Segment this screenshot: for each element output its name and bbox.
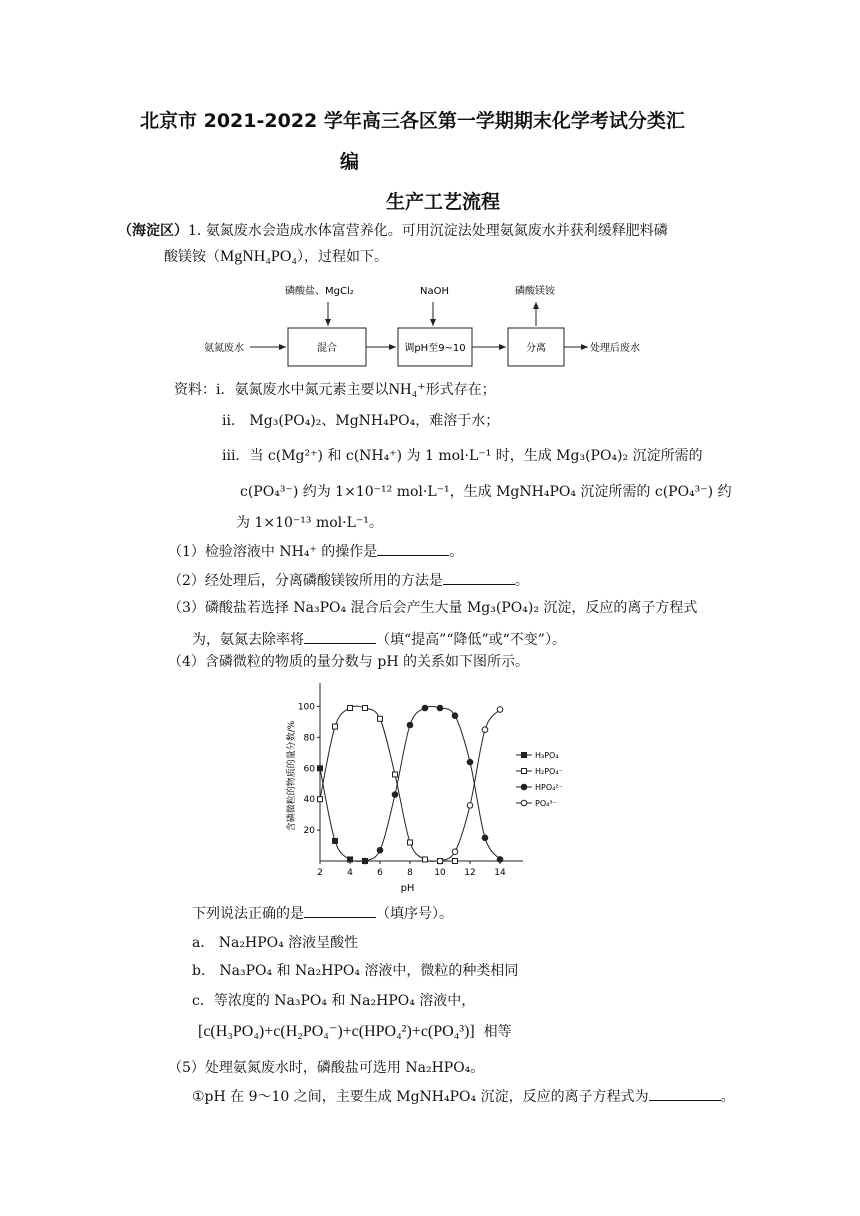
data-point <box>318 766 323 771</box>
x-tick-label: 4 <box>347 868 353 878</box>
data-point <box>392 792 398 798</box>
data-point <box>437 705 443 711</box>
data-point <box>377 847 383 853</box>
subq-3-line2 <box>192 630 566 650</box>
x-tick-label: 14 <box>494 868 506 878</box>
subq-1-end: 。 <box>449 544 464 560</box>
question-intro-line1 <box>118 221 668 241</box>
data-point <box>497 707 503 713</box>
data-point <box>452 849 458 855</box>
flow-input-phosphate-mgcl2: 磷酸盐、MgCl₂ <box>285 286 354 297</box>
x-tick-label: 2 <box>317 868 323 878</box>
flow-box-adjust-ph-label: 调pH至9~10 <box>404 343 466 354</box>
intro-text-2b: ），过程如下。 <box>296 249 388 265</box>
info-ii-text: Mg₃(PO₄)₂、MgNH₄PO₄，难溶于水； <box>249 413 500 429</box>
option-c-formula: [c(H₃PO₄)+c(H₂PO₄⁻)+c(HPO₄²)+c(PO₄³)] <box>198 1023 475 1040</box>
info-ii-prefix: ii． <box>222 413 245 429</box>
series-line <box>320 706 455 861</box>
legend-label: HPO₄²⁻ <box>535 783 563 792</box>
info-iii-prefix: iii． <box>222 448 250 464</box>
option-c: c．等浓度的 Na₃PO₄ 和 Na₂HPO₄ 溶液中， <box>192 993 476 1009</box>
section-title: 生产工艺流程 <box>386 191 501 213</box>
answer-blank-2[interactable] <box>443 572 515 585</box>
intro-text-2a: 酸镁铵（ <box>164 249 220 265</box>
subq-2 <box>168 571 529 591</box>
subq-3-line1: （3）磷酸盐若选择 Na₃PO₄ 混合后会产生大量 Mg₃(PO₄)₂ 沉淀，反应的离子方程式 <box>168 600 698 616</box>
data-point <box>482 727 488 733</box>
flow-box-separate-label: 分离 <box>526 343 546 354</box>
x-axis-label: pH <box>400 883 415 894</box>
option-c-equation <box>198 1022 512 1042</box>
intro-formula: MgNH₄PO₄ <box>220 248 297 265</box>
y-tick-label: 40 <box>303 795 315 806</box>
info-i-tail: 形式存在； <box>425 382 496 398</box>
subq-4-ask-end: （填序号）。 <box>376 906 453 922</box>
option-c-tail: 相等 <box>483 1024 512 1040</box>
data-point <box>482 835 488 841</box>
legend-marker <box>522 753 527 758</box>
info-iii-line1 <box>222 446 703 466</box>
flow-box-mix-label: 混合 <box>317 343 337 354</box>
page-title-line2: 编 <box>340 151 360 173</box>
data-point <box>333 838 338 843</box>
data-point <box>422 705 428 711</box>
info-iii-text1: 当 c(Mg²⁺) 和 c(NH₄⁺) 为 1 mol·L⁻¹ 时，生成 Mg₃(PO₄)₂ 沉淀所需的 <box>249 448 703 464</box>
data-point <box>393 772 398 777</box>
x-tick-label: 10 <box>434 868 446 878</box>
question-number: 1. <box>188 223 202 239</box>
data-point <box>497 857 503 863</box>
answer-blank-5[interactable] <box>649 1088 721 1101</box>
subq-5-1-end: 。 <box>720 1089 735 1105</box>
option-a: a． Na₂HPO₄ 溶液呈酸性 <box>192 935 359 951</box>
info-ii <box>222 411 499 431</box>
answer-blank-4[interactable] <box>304 905 376 918</box>
flow-input-naoh: NaOH <box>420 286 449 297</box>
flow-right-label: 处理后废水 <box>590 343 640 354</box>
data-point <box>363 706 368 711</box>
subq-3-end: （填“提高”“降低”或“不变”）。 <box>376 632 566 648</box>
legend-marker <box>522 769 527 774</box>
subq-1-text: （1）检验溶液中 NH₄⁺ 的操作是 <box>168 544 378 560</box>
series-line <box>365 706 500 861</box>
data-point <box>362 858 368 864</box>
subq-5: （5）处理氨氮废水时，磷酸盐可选用 Na₂HPO₄。 <box>168 1060 485 1076</box>
info-i-text: 资料：i．氨氮废水中氮元素主要以 <box>174 382 389 398</box>
series-line <box>320 768 365 861</box>
phosphate-distribution-chart <box>280 683 580 898</box>
info-i-ion: NH₄⁺ <box>388 381 426 398</box>
x-tick-label: 6 <box>377 868 383 878</box>
y-tick-label: 60 <box>303 764 315 775</box>
data-point <box>452 713 458 719</box>
subq-3-text: 为，氨氮去除率将 <box>192 632 304 648</box>
legend-marker <box>521 784 527 790</box>
process-flow-diagram <box>200 280 670 375</box>
legend-marker <box>521 800 527 806</box>
x-tick-label: 12 <box>464 868 476 878</box>
data-point <box>467 803 473 809</box>
data-point <box>333 724 338 729</box>
answer-blank-1[interactable] <box>377 543 449 556</box>
subq-4-ask-text: 下列说法正确的是 <box>192 906 304 922</box>
subq-4-ask <box>192 904 453 924</box>
subq-4: （4）含磷微粒的物质的量分数与 pH 的关系如下图所示。 <box>168 654 529 670</box>
option-b: b． Na₃PO₄ 和 Na₂HPO₄ 溶液中，微粒的种类相同 <box>192 963 519 979</box>
subq-2-text: （2）经处理后，分离磷酸镁铵所用的方法是 <box>168 573 443 589</box>
district-tag: （海淀区） <box>118 223 188 239</box>
flow-left-label: 氨氮废水 <box>204 343 244 354</box>
y-tick-label: 100 <box>297 702 315 713</box>
intro-text-1: 氨氮废水会造成水体富营养化。可用沉淀法处理氨氮废水并获利缓释肥料磷 <box>205 223 668 239</box>
info-iii-line3: 为 1×10⁻¹³ mol·L⁻¹。 <box>236 515 383 531</box>
data-point <box>423 857 428 862</box>
x-tick-label: 8 <box>407 868 413 878</box>
page-title-line1: 北京市 2021-2022 学年高三各区第一学期期末化学考试分类汇 <box>140 110 685 132</box>
data-point <box>348 857 353 862</box>
subq-5-1 <box>192 1087 735 1107</box>
data-point <box>407 722 413 728</box>
answer-blank-3[interactable] <box>304 631 376 644</box>
data-point <box>467 759 473 765</box>
subq-5-1-text: ①pH 在 9～10 之间，主要生成 MgNH₄PO₄ 沉淀，反应的离子方程式为 <box>192 1089 649 1105</box>
subq-2-end: 。 <box>514 573 529 589</box>
y-tick-label: 80 <box>303 733 315 744</box>
legend-label: PO₄³⁻ <box>535 799 557 808</box>
legend-label: H₂PO₄⁻ <box>535 767 563 776</box>
flow-output-product: 磷酸镁铵 <box>515 286 555 297</box>
y-tick-label: 20 <box>303 826 315 837</box>
data-point <box>453 859 458 864</box>
question-intro-line2 <box>164 247 388 267</box>
data-point <box>318 797 323 802</box>
info-iii-line2: c(PO₄³⁻) 约为 1×10⁻¹² mol·L⁻¹，生成 MgNH₄PO₄ 沉淀所需的 c(PO₄³⁻) 约 <box>240 484 732 500</box>
subq-1 <box>168 542 463 562</box>
y-axis-label: 含磷微粒的物质的量分数/% <box>287 720 297 832</box>
series-line <box>440 710 500 861</box>
data-point <box>378 716 383 721</box>
info-i <box>174 380 496 400</box>
data-point <box>437 858 443 864</box>
data-point <box>408 840 413 845</box>
legend-label: H₃PO₄ <box>535 751 559 760</box>
data-point <box>348 706 353 711</box>
